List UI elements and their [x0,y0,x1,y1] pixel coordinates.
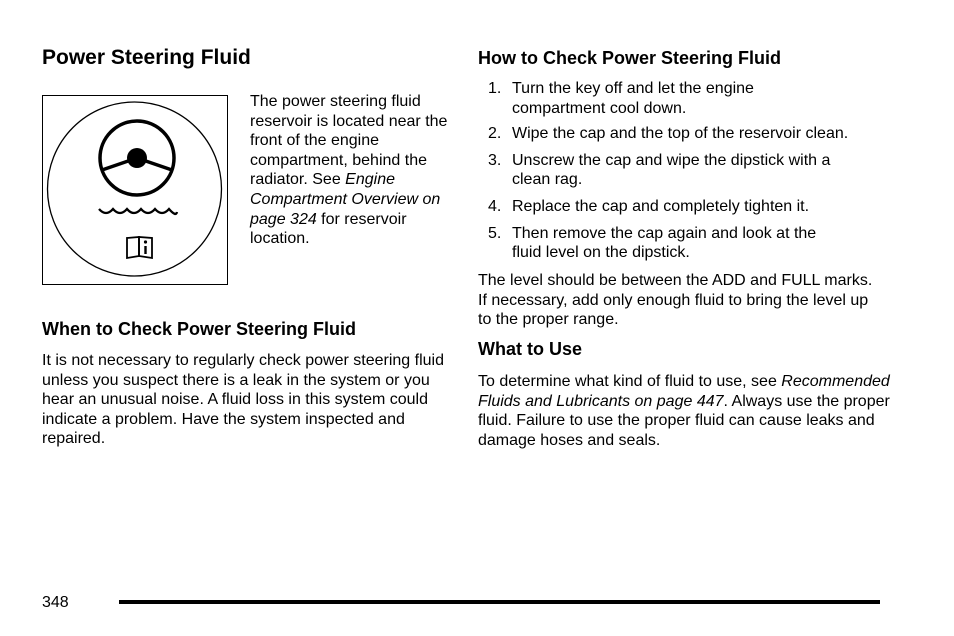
when-to-check-paragraph: It is not necessary to regularly check power steering fluid unless you suspect there is a leak in the system or you hear an unusual noise. A fluid loss in this system could indicate a problem. Have the system inspected and repaired. [42,352,444,448]
power-steering-figure [42,95,228,285]
list-item [478,224,890,263]
step-number: 1. [488,80,502,97]
list-item [478,124,890,144]
list-item [478,79,890,118]
engine-compartment-link[interactable]: Engine Compartment Overview on page 324 [250,171,441,228]
owner-manual-icon [127,237,152,258]
step-number: 2. [488,125,502,143]
how-to-check-heading: How to Check Power Steering Fluid [478,48,782,68]
footer-rule [119,600,880,604]
step-text: Turn the key off and let the engine compartment cool down. [512,80,754,117]
step-text: Then remove the cap again and look at the fluid level on the dipstick. [512,224,817,262]
page-number: 348 [42,594,69,611]
list-item [478,197,890,217]
what-to-use-paragraph [478,372,890,450]
check-steps-list [478,79,890,263]
step-number: 3. [488,151,502,169]
intro-text-before: The power steering fluid reservoir is located near the front of the engine compartment, behind the radiator. See [250,93,448,189]
intro-paragraph [250,92,450,249]
step-number: 5. [488,224,502,242]
step-text: Unscrew the cap and wipe the dipstick with a clean rag. [512,151,831,189]
what-text-after: . Always use the proper fluid. Failure to use the proper fluid can cause leaks and damage hoses and seals. [478,392,890,449]
what-to-use-heading: What to Use [478,339,583,359]
level-paragraph: The level should be between the ADD and FULL marks. If necessary, add only enough fluid to bring the level up to the proper range. [478,272,873,329]
when-to-check-heading: When to Check Power Steering Fluid [42,319,357,339]
fluid-level-icon [99,209,177,214]
steering-wheel-icon [100,121,174,195]
page-title: Power Steering Fluid [42,46,251,69]
step-text: Wipe the cap and the top of the reservoir clean. [512,125,849,143]
step-number: 4. [488,197,502,215]
step-text: Replace the cap and completely tighten it. [512,197,810,215]
intro-text-after: for reservoir location. [250,210,407,248]
list-item [478,151,890,190]
what-text-before: To determine what kind of fluid to use, see [478,373,782,390]
recommended-fluids-link[interactable]: Recommended Fluids and Lubricants on page 447 [478,373,890,410]
